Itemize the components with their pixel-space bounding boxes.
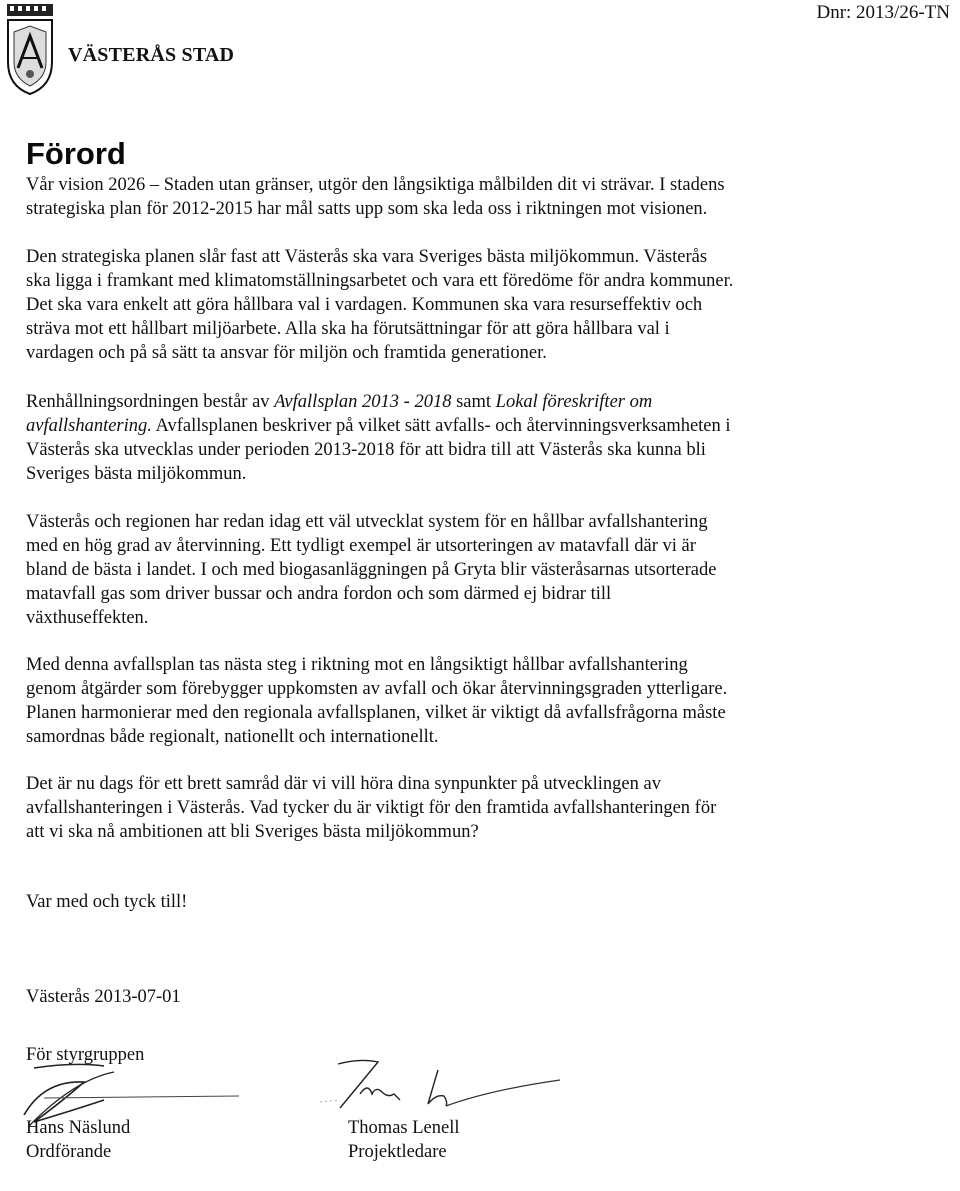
text-line [26, 414, 926, 438]
text-line: med en hög grad av återvinning. Ett tydligt exempel är utsorteringen av matavfall där vi är [26, 536, 696, 556]
text-line: vardagen och på så sätt ta ansvar för miljön och framtida generationer. [26, 343, 547, 363]
text-run: Renhållningsordningen består av [26, 392, 275, 412]
organization-name: VÄSTERÅS STAD [68, 44, 235, 66]
text-line: Sveriges bästa miljökommun. [26, 464, 247, 484]
signatory-name-left: Hans Näslund [26, 1118, 131, 1138]
signatory-name-right: Thomas Lenell [348, 1118, 460, 1138]
text-line: strategiska plan för 2012-2015 har mål satts upp som ska leda oss i riktningen mot visionen. [26, 199, 708, 219]
text-line: Det ska vara enkelt att göra hållbara val i vardagen. Kommunen ska vara resurseffektiv och [26, 295, 703, 315]
text-line: avfallshanteringen i Västerås. Vad tycker du är viktigt för den framtida avfallshanteringen för [26, 798, 717, 818]
paragraph-renhallningsordning [26, 390, 926, 486]
paragraph-strategic-plan [26, 245, 926, 365]
text-line [26, 390, 926, 414]
text-line: växthuseffekten. [26, 608, 149, 628]
text-line: ska ligga i framkant med klimatomställningsarbetet och vara ett föredöme för andra kommuner. [26, 271, 734, 291]
text-line: bland de bästa i landet. I och med biogasanläggningen på Gryta blir västeråsarnas utsorterade [26, 560, 717, 580]
handwritten-signature-right [320, 1050, 600, 1120]
page-title: Förord [26, 136, 126, 171]
document-title-foreskrifter: Lokal föreskrifter om [495, 392, 653, 412]
text-line: Det är nu dags för ett brett samråd där vi vill höra dina synpunkter på utvecklingen av [26, 774, 661, 794]
document-number: Dnr: 2013/26-TN [816, 2, 950, 23]
document-title-foreskrifter-cont: avfallshantering. [26, 416, 152, 436]
document-title-avfallsplan: Avfallsplan 2013 - 2018 [274, 392, 452, 412]
vasteras-coat-of-arms-icon [4, 2, 60, 96]
text-line: samordnas både regionalt, nationellt och internationellt. [26, 727, 439, 747]
text-line: att vi ska nå ambitionen att bli Sveriges bästa miljökommun? [26, 822, 479, 842]
signature-group-label: För styrgruppen [26, 1045, 145, 1065]
text-line: Vår vision 2026 – Staden utan gränser, utgör den långsiktiga målbilden dit vi strävar. I stadens [26, 175, 725, 195]
paragraph-consultation [26, 772, 926, 844]
paragraph-next-step [26, 653, 926, 749]
text-line: genom åtgärder som förebygger uppkomsten av avfall och ökar återvinningsgraden ytterligare. [26, 679, 728, 699]
text-run: samt [451, 392, 496, 412]
signatory-role-right: Projektledare [348, 1142, 447, 1162]
text-run: Avfallsplanen beskriver på vilket sätt avfalls- och återvinningsverksamheten i [151, 416, 731, 436]
text-line: matavfall gas som driver bussar och andra fordon och som därmed ej bidrar till [26, 584, 612, 604]
paragraph-regional-system [26, 510, 926, 630]
text-line: Den strategiska planen slår fast att Västerås ska vara Sveriges bästa miljökommun. Västerås [26, 247, 708, 267]
text-line: Med denna avfallsplan tas nästa steg i riktning mot en långsiktigt hållbar avfallshantering [26, 655, 688, 675]
signatory-role-left: Ordförande [26, 1142, 112, 1162]
text-line: Västerås och regionen har redan idag ett väl utvecklat system för en hållbar avfallshantering [26, 512, 708, 532]
text-line: sträva mot ett hållbart miljöarbete. Alla ska ha förutsättningar för att göra hållbara val i [26, 319, 670, 339]
paragraph-vision [26, 173, 926, 221]
closing-call-to-action: Var med och tyck till! [26, 892, 188, 912]
text-line: Planen harmonierar med den regionala avfallsplanen, vilket är viktigt då avfallsfrågorna måste [26, 703, 726, 723]
text-line: Västerås ska utvecklas under perioden 2013-2018 för att bidra till att Västerås ska kunna bli [26, 440, 706, 460]
place-and-date: Västerås 2013-07-01 [26, 987, 181, 1007]
